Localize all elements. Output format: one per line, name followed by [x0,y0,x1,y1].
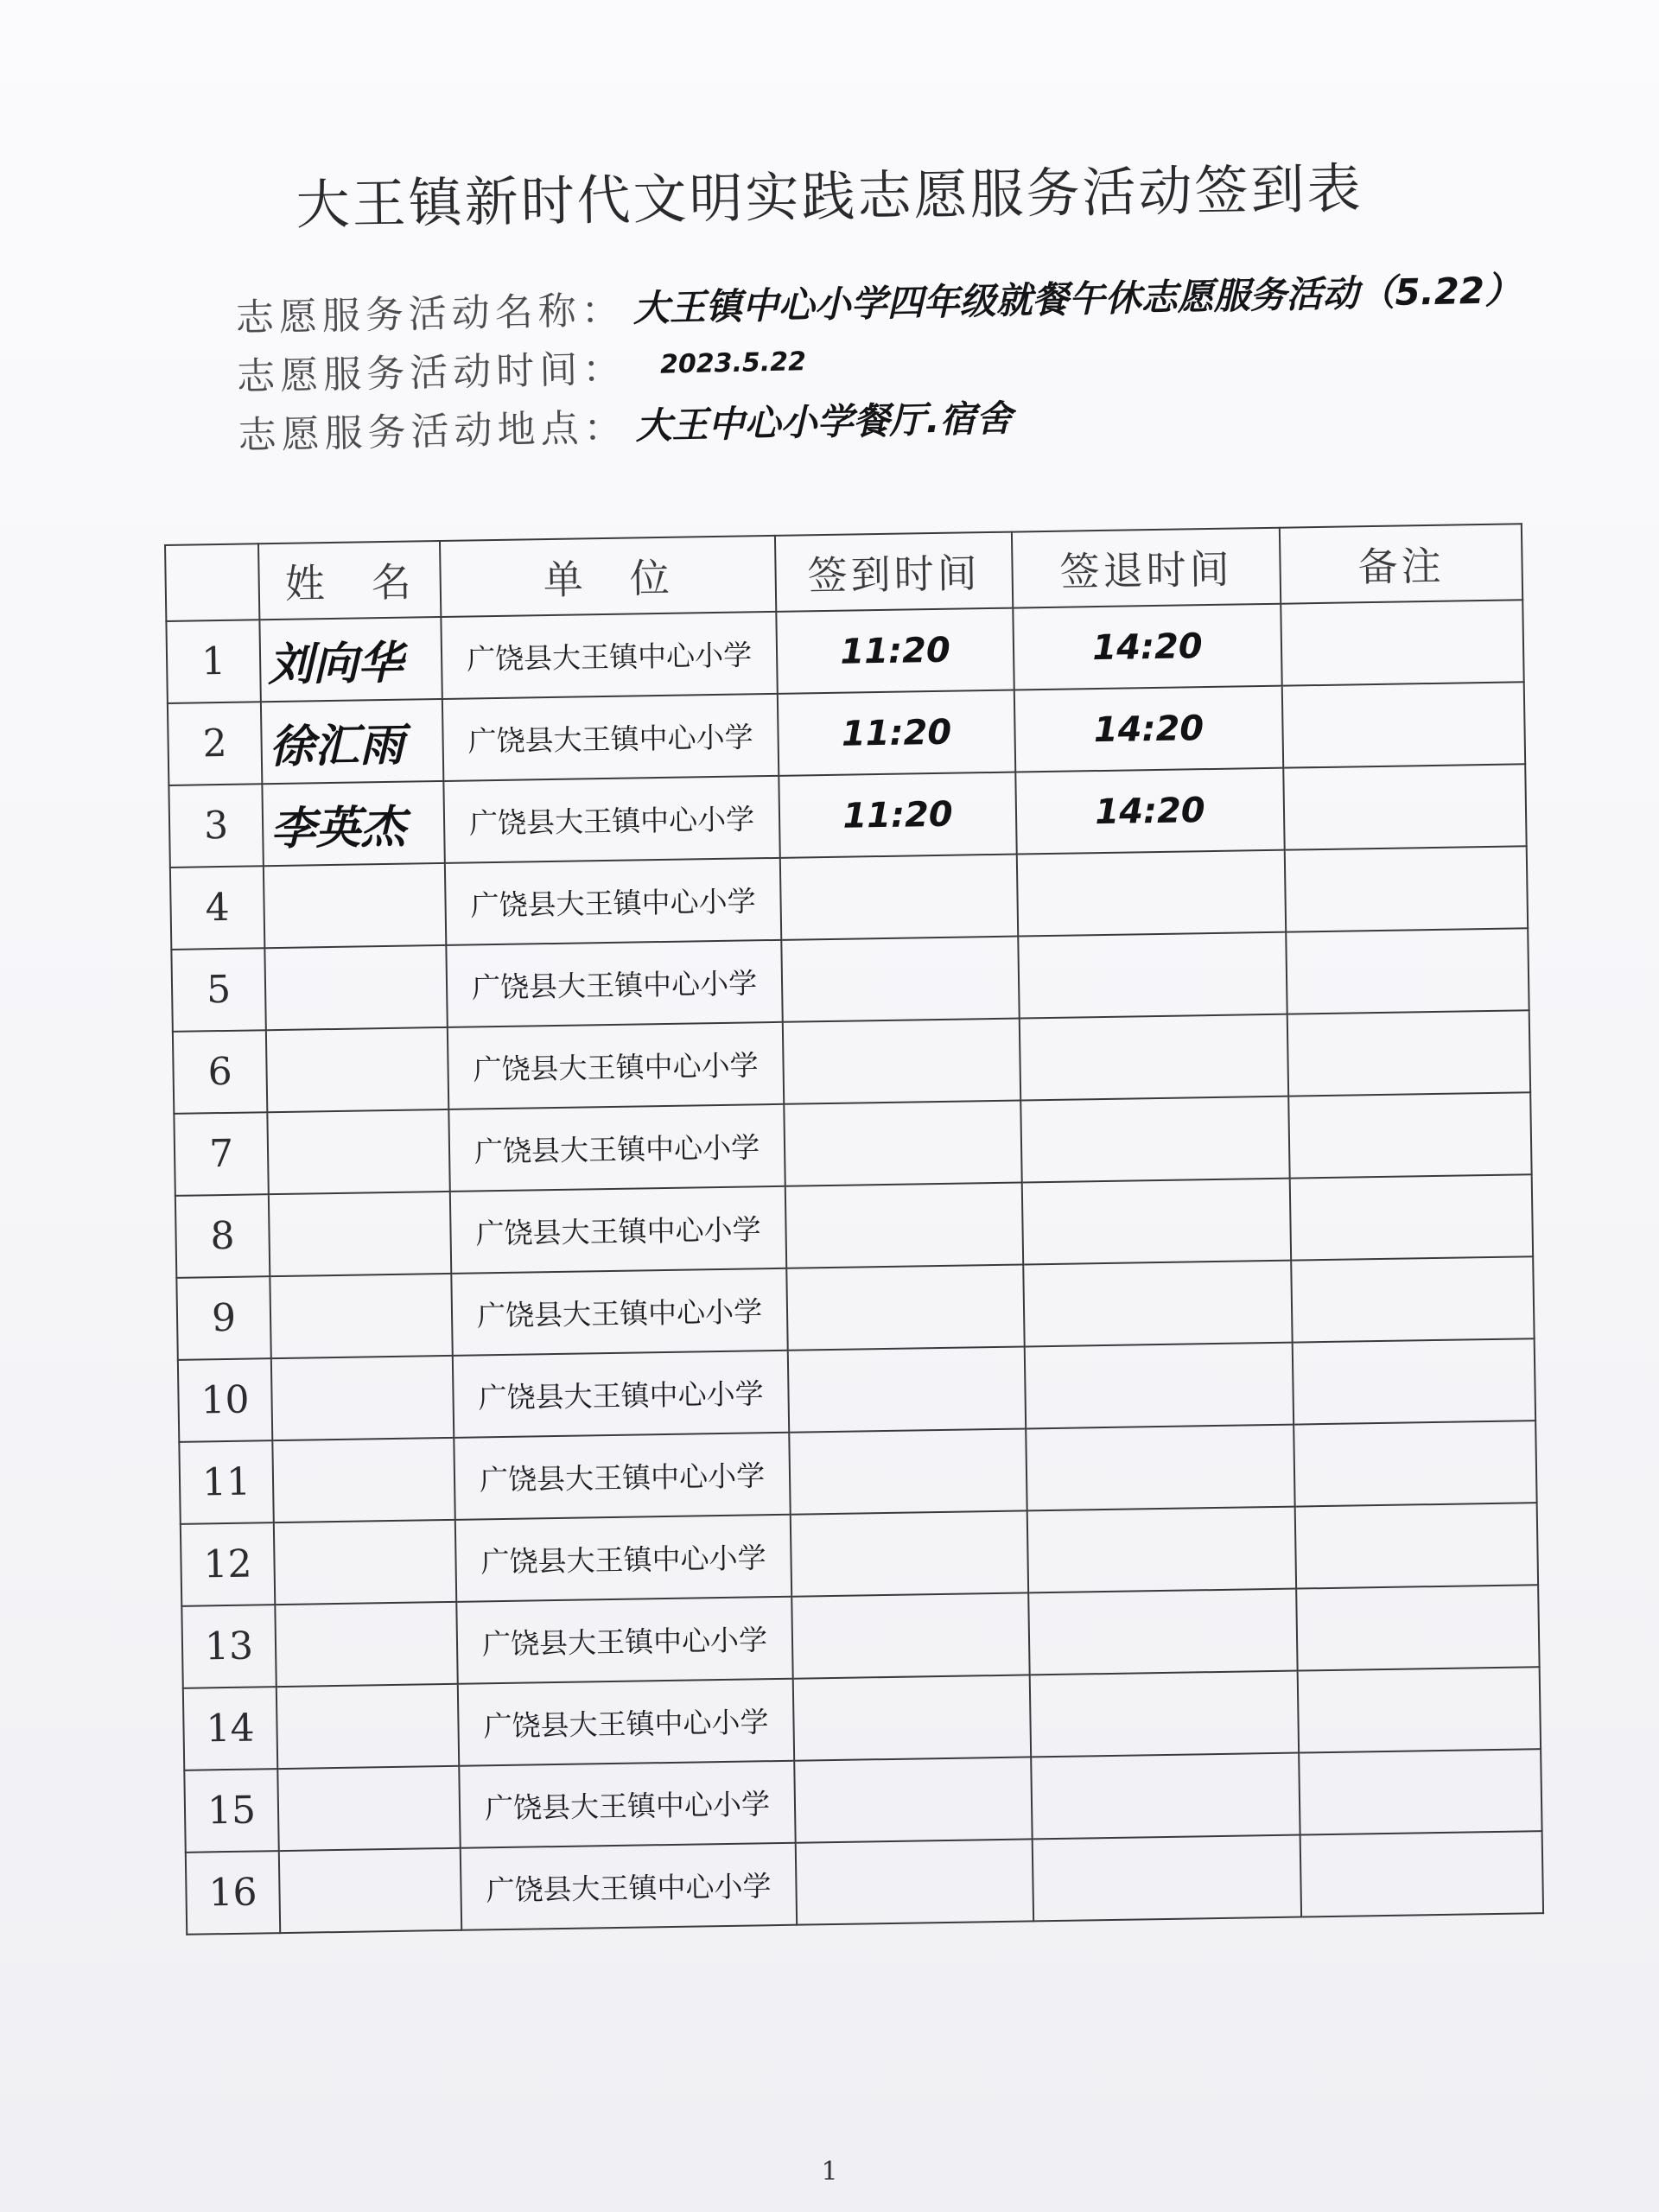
activity-time-value: 2023.5.22 [659,346,807,380]
signature-name: 徐汇雨 [261,699,443,784]
unit-name: 广饶县大王镇中心小学 [451,1268,787,1356]
signout-time [1033,1835,1301,1922]
row-number: 11 [179,1440,273,1524]
signature-name: 李英杰 [262,781,444,866]
note-cell [1288,1092,1531,1178]
row-number: 3 [168,784,263,868]
signout-time [1022,1179,1291,1265]
signin-time [788,1346,1026,1432]
signin-time: 11:20 [779,772,1016,858]
header-name: 姓 名 [258,541,441,620]
unit-name: 广饶县大王镇中心小学 [450,1186,786,1274]
row-number: 16 [186,1851,280,1935]
signature-name [271,1356,454,1440]
unit-name: 广饶县大王镇中心小学 [448,1022,784,1109]
signin-time [785,1182,1023,1268]
signout-time: 14:20 [1015,768,1284,855]
activity-name-value: 大王镇中心小学四年级就餐午休志愿服务活动（5.22） [632,268,1522,330]
note-cell [1293,1338,1535,1424]
signout-time [1023,1261,1292,1347]
signout-time [1028,1589,1297,1675]
signin-time [784,1101,1021,1186]
unit-name: 广饶县大王镇中心小学 [461,1843,797,1930]
note-cell [1290,1174,1533,1260]
signout-time: 14:20 [1014,686,1283,772]
row-number: 7 [174,1112,268,1196]
unit-name: 广饶县大王镇中心小学 [459,1761,795,1848]
note-cell [1286,928,1529,1014]
header-unit: 单 位 [440,536,776,617]
signin-time [794,1757,1032,1842]
signin-time [791,1592,1029,1678]
signin-table [164,523,1544,1935]
signature-name [266,1027,448,1112]
signin-time [780,855,1018,940]
signin-time [793,1675,1031,1760]
signin-time [796,1839,1033,1924]
note-cell [1285,846,1528,931]
signature-name [272,1438,454,1522]
row-number: 5 [171,948,265,1032]
activity-place-label: 志愿服务活动地点： [238,405,628,458]
signature-name [275,1602,457,1687]
signature-name [277,1766,460,1851]
note-cell [1281,600,1523,685]
header-note: 备注 [1280,524,1522,603]
signin-time [783,1019,1020,1104]
note-cell [1298,1667,1541,1752]
row-number: 6 [173,1030,267,1114]
note-cell [1295,1503,1538,1588]
row-number: 2 [168,702,262,785]
signature-name [267,1109,449,1194]
signin-time: 11:20 [778,690,1015,776]
signature-name [274,1520,456,1605]
note-cell [1291,1256,1534,1342]
signature-name [270,1274,452,1358]
note-cell [1287,1010,1530,1096]
signin-time [781,937,1019,1022]
unit-name: 广饶县大王镇中心小学 [446,940,782,1027]
row-number: 1 [166,620,260,703]
unit-name: 广饶县大王镇中心小学 [456,1597,792,1684]
signout-time [1018,932,1287,1019]
page-title: 大王镇新时代文明实践志愿服务活动签到表 [296,156,1364,237]
unit-name: 广饶县大王镇中心小学 [448,1104,785,1192]
signout-time [1017,850,1286,937]
note-cell [1299,1749,1541,1834]
signout-time [1027,1507,1296,1593]
signature-name [269,1192,451,1276]
signout-time [1026,1425,1294,1511]
page-number: 1 [821,2157,838,2187]
unit-name: 广饶县大王镇中心小学 [441,612,777,699]
signin-time: 11:20 [776,608,1014,694]
header-signin-time: 签到时间 [775,532,1013,612]
header-signout-time: 签退时间 [1012,528,1281,608]
signature-name [264,863,446,948]
note-cell [1283,764,1526,849]
signout-time [1020,1096,1289,1183]
signout-time [1030,1671,1299,1758]
row-number: 9 [176,1276,270,1360]
note-cell [1300,1831,1543,1916]
unit-name: 广饶县大王镇中心小学 [443,776,779,863]
signin-time [789,1428,1027,1514]
row-number: 12 [181,1522,275,1606]
signature-name [264,945,447,1030]
signout-time: 14:20 [1013,604,1281,690]
signin-time [791,1510,1028,1596]
unit-name: 广饶县大王镇中心小学 [454,1433,790,1520]
row-number: 10 [178,1358,272,1442]
signature-name [276,1684,459,1769]
signin-time [786,1264,1024,1350]
signature-name [279,1848,461,1933]
signout-time [1031,1753,1300,1840]
signout-time [1025,1343,1294,1429]
note-cell [1294,1421,1536,1506]
row-number: 4 [170,866,264,950]
unit-name: 广饶县大王镇中心小学 [453,1351,789,1438]
signature-name: 刘向华 [259,617,442,702]
row-number: 14 [183,1687,277,1770]
activity-place-value: 大王中心小学餐厅.宿舍 [634,397,1013,448]
activity-time-label: 志愿服务活动时间： [236,346,626,399]
header-number [165,543,259,621]
row-number: 8 [175,1194,270,1278]
row-number: 15 [184,1769,278,1853]
unit-name: 广饶县大王镇中心小学 [455,1515,791,1602]
unit-name: 广饶县大王镇中心小学 [458,1679,794,1766]
activity-name-label: 志愿服务活动名称： [235,288,626,340]
row-number: 13 [181,1605,276,1688]
activity-info [235,258,1524,461]
note-cell [1282,682,1525,767]
unit-name: 广饶县大王镇中心小学 [445,858,781,945]
unit-name: 广饶县大王镇中心小学 [442,694,779,781]
signout-time [1020,1014,1288,1101]
note-cell [1296,1585,1539,1670]
